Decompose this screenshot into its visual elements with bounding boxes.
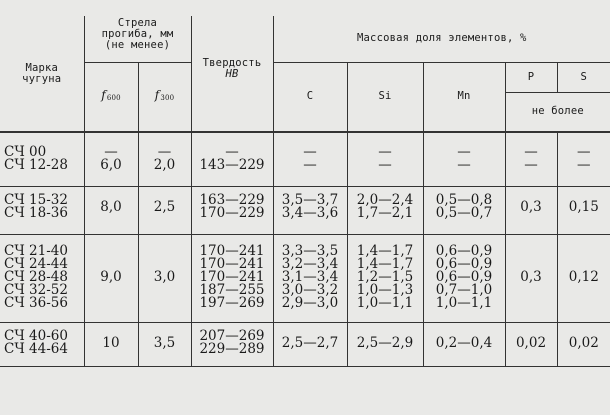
manganese-value: 0,7—1,0 bbox=[435, 281, 493, 298]
f600-value: — bbox=[104, 144, 118, 160]
silicon-cell bbox=[347, 240, 423, 314]
f600-subscript: 600 bbox=[106, 93, 121, 102]
hardness-value: 163—229 bbox=[199, 192, 265, 208]
deflection-header-line3: (не менее) bbox=[104, 39, 171, 51]
silicon-value: 1,0—1,1 bbox=[356, 294, 414, 311]
carbon-value: 3,1—3,4 bbox=[281, 268, 339, 285]
grade-cell bbox=[0, 142, 84, 176]
hardness-value: — bbox=[225, 144, 239, 160]
phosphorus-value: — bbox=[524, 157, 538, 173]
hardness-header bbox=[191, 16, 273, 132]
table-row bbox=[0, 328, 610, 358]
grade-header bbox=[0, 16, 84, 132]
f600-cell bbox=[84, 142, 138, 176]
silicon-value: — bbox=[378, 144, 392, 160]
f300-value: — bbox=[157, 144, 172, 160]
hardness-value: 207—269 bbox=[199, 328, 265, 344]
grade-name: СЧ 28-48 bbox=[4, 268, 68, 285]
hardness-value: 170—241 bbox=[199, 242, 265, 259]
phosphorus-cell bbox=[505, 142, 557, 176]
carbon-value: — bbox=[303, 157, 317, 173]
manganese-cell bbox=[423, 142, 505, 176]
phosphorus-value: 0,02 bbox=[505, 328, 557, 358]
hardness-value: 170—229 bbox=[199, 205, 265, 221]
sulfur-value: 0,12 bbox=[568, 268, 599, 285]
f300-cell bbox=[138, 142, 191, 176]
f300-subscript: 300 bbox=[160, 93, 175, 102]
hardness-value: 229—289 bbox=[199, 341, 265, 357]
phosphorus-header: P bbox=[505, 62, 557, 92]
f300-value: 2,5 bbox=[138, 192, 191, 222]
hardness-header-unit: HB bbox=[225, 67, 239, 80]
mass-fraction-header: Массовая доля элементов, % bbox=[273, 16, 610, 62]
silicon-value: 1,4—1,7 bbox=[356, 255, 414, 272]
carbon-cell bbox=[273, 192, 347, 222]
manganese-value: 0,5—0,8 bbox=[435, 192, 493, 208]
manganese-value: 0,6—0,9 bbox=[435, 268, 493, 285]
hardness-cell bbox=[191, 328, 273, 358]
grade-name: СЧ 21-40 bbox=[4, 242, 68, 259]
sulfur-cell bbox=[557, 142, 610, 176]
manganese-value: 0,6—0,9 bbox=[435, 242, 493, 259]
manganese-value: 0,6—0,9 bbox=[435, 255, 493, 272]
phosphorus-value: 0,3 bbox=[505, 192, 557, 222]
f300-value: 3,5 bbox=[138, 328, 191, 358]
carbon-value: 3,3—3,5 bbox=[281, 242, 339, 259]
not-more-header: не более bbox=[505, 92, 610, 132]
silicon-cell bbox=[347, 142, 423, 176]
grade-cell bbox=[0, 192, 84, 222]
manganese-value: — bbox=[457, 157, 471, 173]
hardness-cell bbox=[191, 240, 273, 314]
silicon-value: 2,0—2,4 bbox=[356, 192, 414, 208]
cast-iron-spec-table bbox=[0, 16, 610, 367]
grade-name: СЧ 12-28 bbox=[4, 157, 68, 173]
grade-name: СЧ 18-36 bbox=[4, 205, 68, 221]
grade-name: СЧ 40-60 bbox=[4, 328, 68, 344]
manganese-cell bbox=[423, 192, 505, 222]
table-row bbox=[0, 142, 610, 176]
grade-name: СЧ 36-56 bbox=[4, 294, 68, 311]
hardness-value: 197—269 bbox=[199, 294, 265, 311]
carbon-value: 3,2—3,4 bbox=[281, 255, 339, 272]
grade-name: СЧ 44-64 bbox=[4, 341, 68, 357]
manganese-value: 0,5—0,7 bbox=[435, 205, 493, 221]
sulfur-header: S bbox=[557, 62, 610, 92]
silicon-value: 1,4—1,7 bbox=[356, 242, 414, 259]
silicon-value: — bbox=[378, 157, 392, 173]
sulfur-value: 0,15 bbox=[568, 198, 599, 215]
grade-header-line1: Марка bbox=[25, 61, 59, 74]
f600-value: 10 bbox=[84, 328, 138, 358]
sulfur-value: — bbox=[577, 157, 591, 173]
carbon-cell bbox=[273, 240, 347, 314]
f600-value: 9,0 bbox=[84, 240, 138, 314]
silicon-header: Si bbox=[347, 62, 423, 132]
silicon-cell bbox=[347, 192, 423, 222]
manganese-value: — bbox=[457, 144, 471, 160]
grade-cell bbox=[0, 240, 84, 314]
manganese-header: Mn bbox=[423, 62, 505, 132]
manganese-cell bbox=[423, 240, 505, 314]
hardness-value: 143—229 bbox=[199, 157, 265, 173]
phosphorus-value: — bbox=[524, 144, 538, 160]
carbon-value: 3,5—3,7 bbox=[281, 192, 339, 208]
deflection-header-line1: Стрела bbox=[117, 17, 158, 29]
f600-value: 8,0 bbox=[84, 192, 138, 222]
grade-name: СЧ 15-32 bbox=[4, 192, 68, 208]
manganese-value: 1,0—1,1 bbox=[435, 294, 493, 311]
f300-symbol: f bbox=[154, 87, 160, 102]
grade-name: СЧ 00 bbox=[4, 144, 47, 160]
f600-header bbox=[84, 62, 138, 132]
hardness-header-line1: Твердость bbox=[202, 56, 262, 69]
carbon-value: 3,0—3,2 bbox=[281, 281, 339, 298]
deflection-header bbox=[84, 16, 191, 62]
silicon-value: 1,0—1,3 bbox=[356, 281, 414, 298]
silicon-value: 1,7—2,1 bbox=[356, 205, 414, 221]
carbon-value: 2,9—3,0 bbox=[281, 294, 339, 311]
carbon-value: 2,5—2,7 bbox=[273, 328, 347, 358]
carbon-cell bbox=[273, 142, 347, 176]
hardness-cell bbox=[191, 192, 273, 222]
carbon-header: C bbox=[273, 62, 347, 132]
f300-value: 2,0 bbox=[153, 157, 176, 173]
grade-header-line2: чугуна bbox=[22, 72, 62, 85]
f600-symbol: f bbox=[101, 87, 106, 102]
grade-cell bbox=[0, 328, 84, 358]
grade-name: СЧ 24-44 bbox=[4, 255, 68, 272]
f300-value: 3,0 bbox=[138, 240, 191, 314]
hardness-value: 170—241 bbox=[199, 255, 265, 272]
sulfur-value: 0,02 bbox=[568, 334, 599, 351]
silicon-value: 1,2—1,5 bbox=[356, 268, 414, 285]
carbon-value: 3,4—3,6 bbox=[281, 205, 339, 221]
hardness-value: 170—241 bbox=[199, 268, 265, 285]
carbon-value: — bbox=[303, 144, 317, 160]
silicon-value: 2,5—2,9 bbox=[347, 328, 423, 358]
phosphorus-value: 0,3 bbox=[505, 240, 557, 314]
grade-name: СЧ 32-52 bbox=[4, 281, 68, 298]
hardness-value: 187—255 bbox=[199, 281, 265, 298]
deflection-header-line2: прогиба, мм bbox=[101, 28, 174, 40]
table-row bbox=[0, 240, 610, 314]
f300-header bbox=[138, 62, 191, 132]
f600-value: 6,0 bbox=[100, 157, 122, 173]
sulfur-value: — bbox=[577, 144, 591, 160]
manganese-value: 0,2—0,4 bbox=[423, 328, 505, 358]
table-row bbox=[0, 192, 610, 222]
hardness-cell bbox=[191, 142, 273, 176]
